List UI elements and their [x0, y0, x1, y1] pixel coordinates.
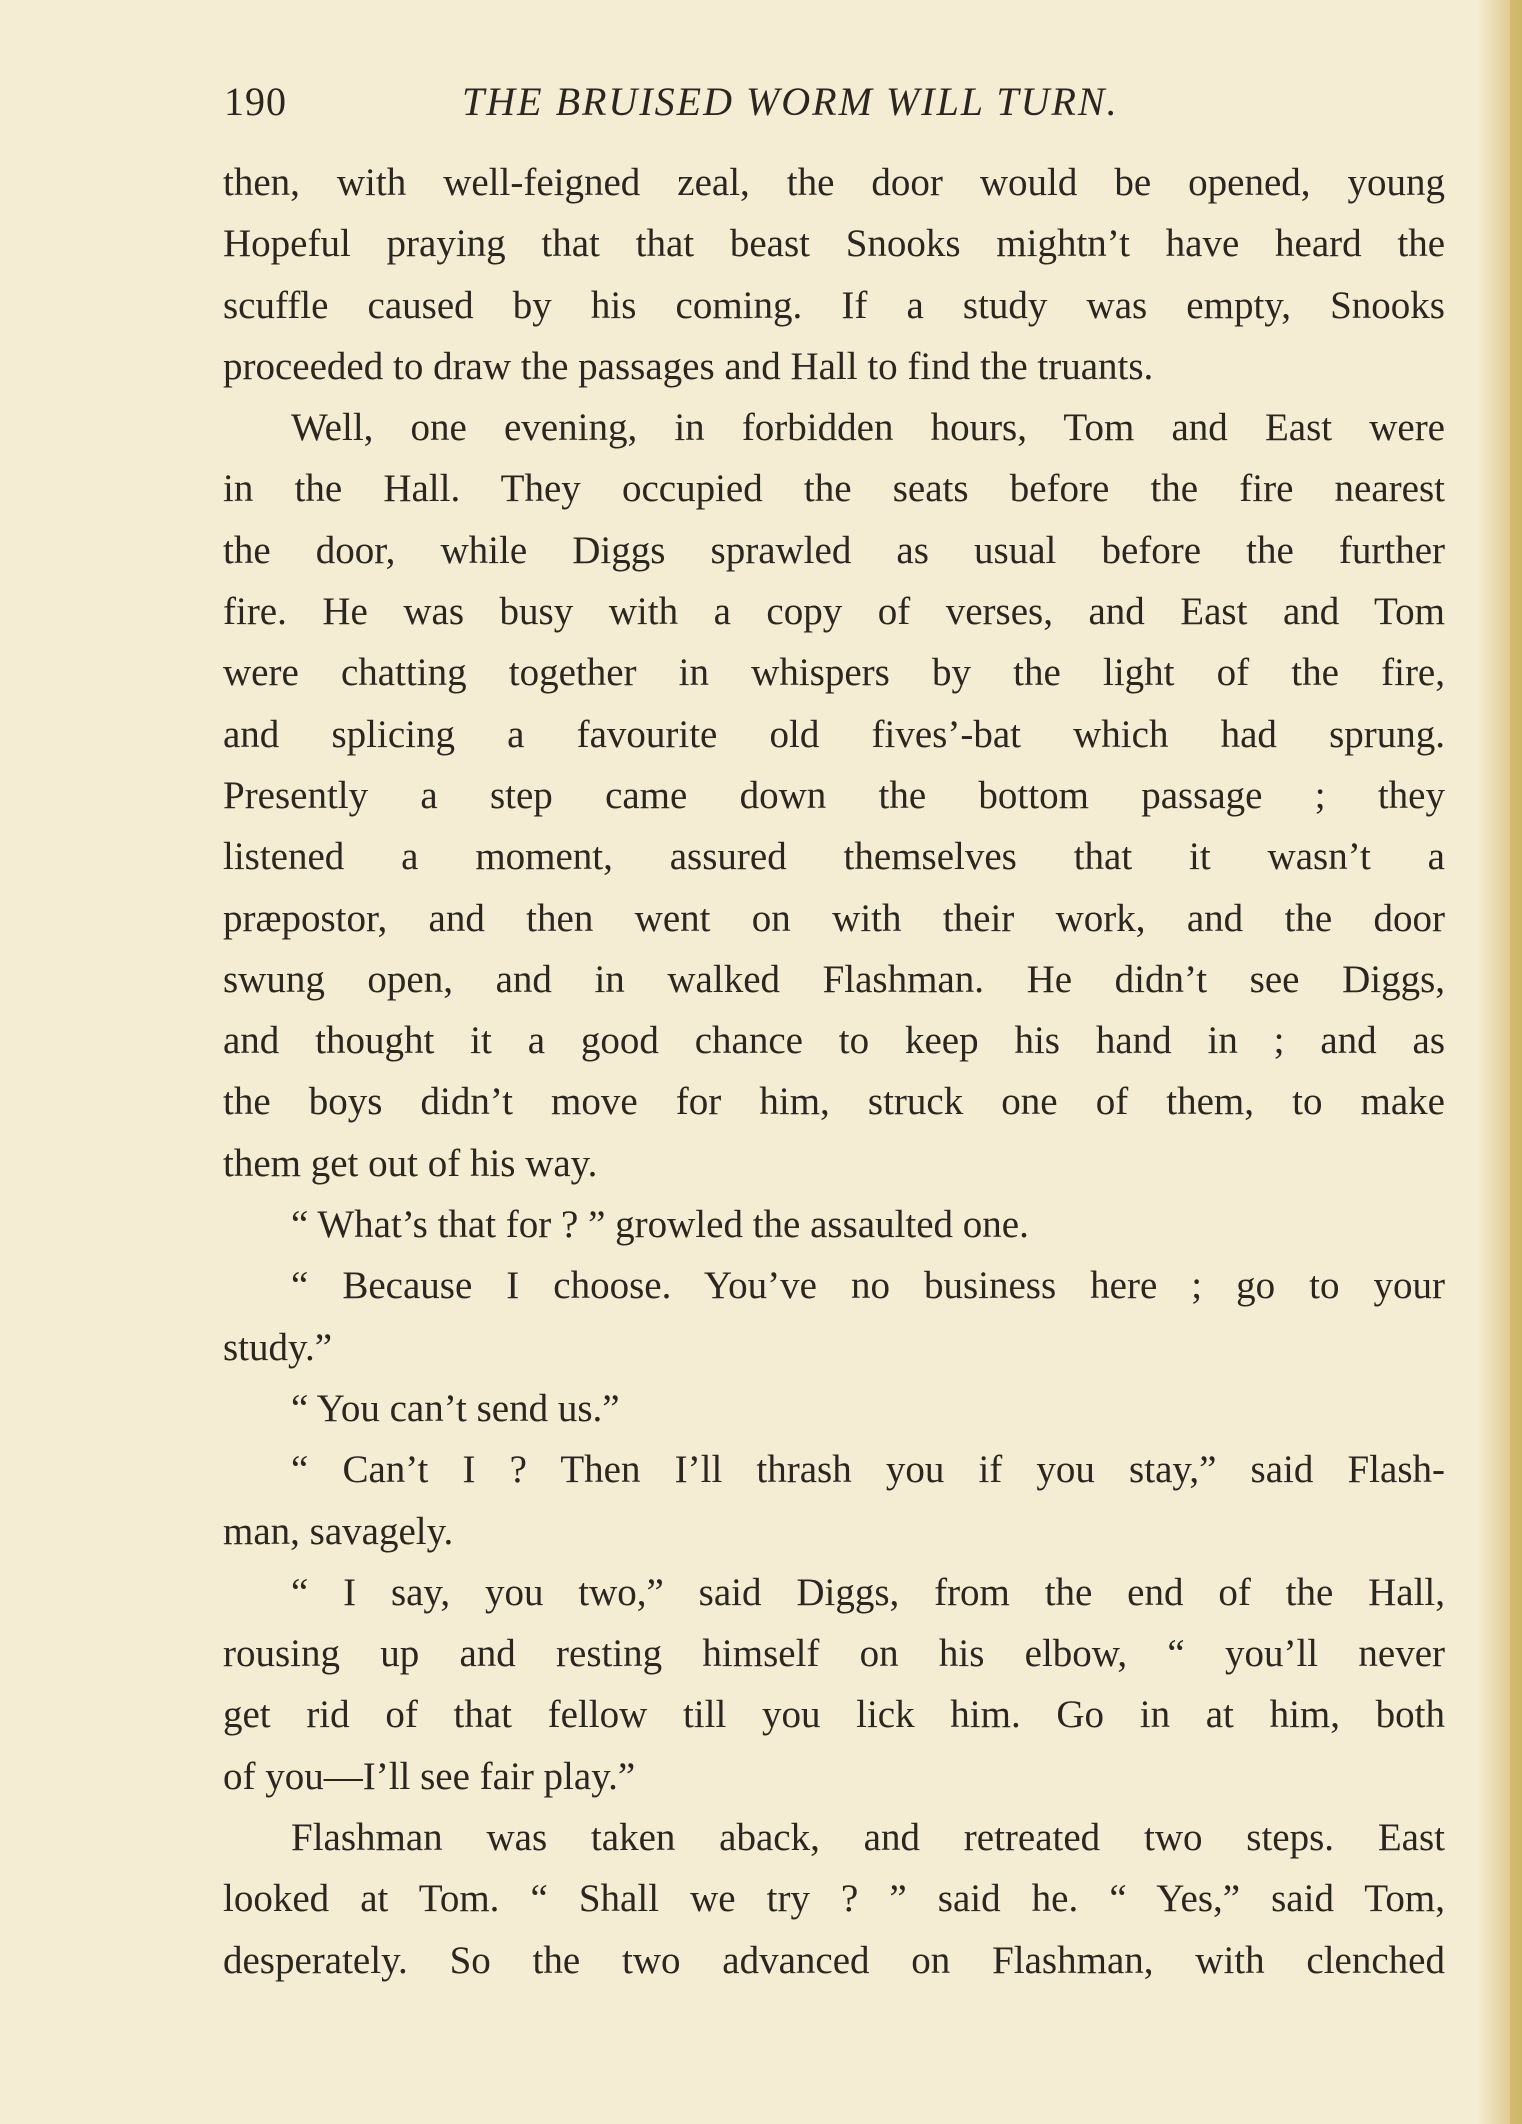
text-line: of you—I’ll see fair play.”	[223, 1754, 636, 1798]
text-line: proceeded to draw the passages and Hall to find the truants.	[223, 344, 1154, 388]
text-line: Flashman was taken aback, and retreated two steps. East	[291, 1816, 1445, 1860]
text-line: in the Hall. They occupied the seats before the fire nearest	[223, 467, 1445, 511]
page-edge-strip	[1510, 0, 1522, 2124]
text-line: scuffle caused by his coming. If a study was empty, Snooks	[223, 283, 1445, 327]
text-line: desperately. So the two advanced on Flashman, with clenched	[223, 1938, 1445, 1982]
text-line: “ Can’t I ? Then I’ll thrash you if you stay,” said Flash-	[291, 1448, 1445, 1492]
text-line: Hopeful praying that that beast Snooks mightn’t have heard the	[223, 222, 1445, 266]
text-line: and thought it a good chance to keep his hand in ; and as	[223, 1019, 1445, 1063]
text-line: swung open, and in walked Flashman. He didn’t see Diggs,	[223, 957, 1445, 1001]
text-line: man, savagely.	[223, 1509, 454, 1553]
text-line: listened a moment, assured themselves that it wasn’t a	[223, 835, 1445, 879]
text-line: præpostor, and then went on with their work, and the door	[223, 896, 1445, 940]
text-line: then, with well-feigned zeal, the door would be opened, young	[223, 161, 1445, 204]
text-line: “ I say, you two,” said Diggs, from the end of the Hall,	[291, 1570, 1445, 1614]
running-head: THE BRUISED WORM WILL TURN.	[462, 79, 1119, 124]
text-line: looked at Tom. “ Shall we try ? ” said he. “ Yes,” said Tom,	[223, 1877, 1445, 1921]
body-text	[223, 152, 1445, 1991]
text-line: Presently a step came down the bottom passage ; they	[223, 773, 1445, 817]
page-header	[0, 78, 1522, 128]
text-line: get rid of that fellow till you lick him. Go in at him, both	[223, 1693, 1445, 1737]
text-line: “ You can’t send us.”	[291, 1386, 620, 1430]
text-line: the door, while Diggs sprawled as usual before the further	[223, 528, 1445, 572]
text-line: “ What’s that for ? ” growled the assaulted one.	[291, 1203, 1029, 1247]
text-line: Well, one evening, in forbidden hours, Tom and East were	[291, 406, 1445, 450]
text-line: fire. He was busy with a copy of verses, and East and Tom	[223, 590, 1445, 634]
text-line: “ Because I choose. You’ve no business here ; go to your	[291, 1264, 1445, 1308]
text-line: were chatting together in whispers by the light of the fire,	[223, 651, 1445, 695]
text-line: and splicing a favourite old fives’-bat which had sprung.	[223, 712, 1445, 756]
text-line: them get out of his way.	[223, 1141, 598, 1185]
page-number: 190	[224, 79, 287, 124]
text-line: rousing up and resting himself on his elbow, “ you’ll never	[223, 1632, 1445, 1676]
text-line: study.”	[223, 1325, 333, 1369]
text-line: the boys didn’t move for him, struck one of them, to make	[223, 1080, 1445, 1124]
